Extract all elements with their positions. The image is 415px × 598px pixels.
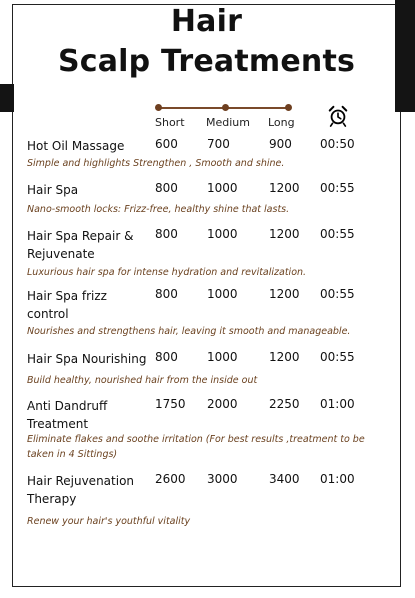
price-long: 900 bbox=[269, 137, 292, 151]
service-name: Anti Dandruff Treatment bbox=[27, 399, 108, 431]
service-description: Nano-smooth locks: Frizz-free, healthy shine that lasts. bbox=[27, 204, 290, 215]
price-short: 1750 bbox=[155, 397, 186, 411]
service-name: Hair Spa frizz control bbox=[27, 289, 107, 321]
service-description: Build healthy, nourished hair from the inside out bbox=[27, 375, 258, 386]
service-name: Hair Spa bbox=[27, 183, 79, 197]
price-long: 1200 bbox=[269, 350, 300, 364]
price-short: 800 bbox=[155, 350, 178, 364]
price-medium: 700 bbox=[207, 137, 230, 151]
price-short: 2600 bbox=[155, 472, 186, 486]
page-title-line2: Scalp Treatments bbox=[57, 44, 356, 79]
service-duration: 00:50 bbox=[320, 137, 355, 151]
price-short: 800 bbox=[155, 181, 178, 195]
price-medium: 1000 bbox=[207, 287, 238, 301]
price-long: 3400 bbox=[269, 472, 300, 486]
price-medium: 2000 bbox=[207, 397, 238, 411]
service-duration: 00:55 bbox=[320, 350, 355, 364]
price-long: 1200 bbox=[269, 181, 300, 195]
header-dark-strip-left bbox=[0, 84, 14, 112]
price-medium: 1000 bbox=[207, 350, 238, 364]
service-duration: 00:55 bbox=[320, 227, 355, 241]
service-duration: 01:00 bbox=[320, 472, 355, 486]
price-medium: 1000 bbox=[207, 181, 238, 195]
length-scale-dot-medium bbox=[222, 104, 229, 111]
service-duration: 01:00 bbox=[320, 397, 355, 411]
price-long: 1200 bbox=[269, 227, 300, 241]
service-description: Nourishes and strengthens hair, leaving it smooth and manageable. bbox=[27, 326, 351, 337]
service-description: Eliminate flakes and soothe irritation (For best results ,treatment to be taken in 4 Sittings) bbox=[27, 434, 365, 460]
service-name: Hair Spa Nourishing bbox=[27, 352, 147, 366]
price-short: 800 bbox=[155, 227, 178, 241]
service-description: Renew your hair's youthful vitality bbox=[27, 516, 191, 527]
alarm-clock-icon bbox=[327, 105, 349, 127]
service-description: Luxurious hair spa for intense hydration and revitalization. bbox=[27, 267, 307, 278]
price-medium: 3000 bbox=[207, 472, 238, 486]
price-long: 1200 bbox=[269, 287, 300, 301]
column-header-short: Short bbox=[155, 116, 185, 129]
price-medium: 1000 bbox=[207, 227, 238, 241]
price-short: 600 bbox=[155, 137, 178, 151]
column-header-medium: Medium bbox=[206, 116, 250, 129]
price-long: 2250 bbox=[269, 397, 300, 411]
service-name: Hot Oil Massage bbox=[27, 139, 125, 153]
length-scale-dot-long bbox=[285, 104, 292, 111]
service-name: Hair Rejuvenation Therapy bbox=[27, 474, 135, 506]
length-scale-dot-short bbox=[155, 104, 162, 111]
service-description: Simple and highlights Strengthen , Smooth and shine. bbox=[27, 158, 285, 169]
column-header-long: Long bbox=[268, 116, 295, 129]
service-duration: 00:55 bbox=[320, 287, 355, 301]
service-name: Hair Spa Repair & Rejuvenate bbox=[27, 229, 134, 261]
page-title-line1: Hair bbox=[170, 4, 243, 39]
price-short: 800 bbox=[155, 287, 178, 301]
service-duration: 00:55 bbox=[320, 181, 355, 195]
